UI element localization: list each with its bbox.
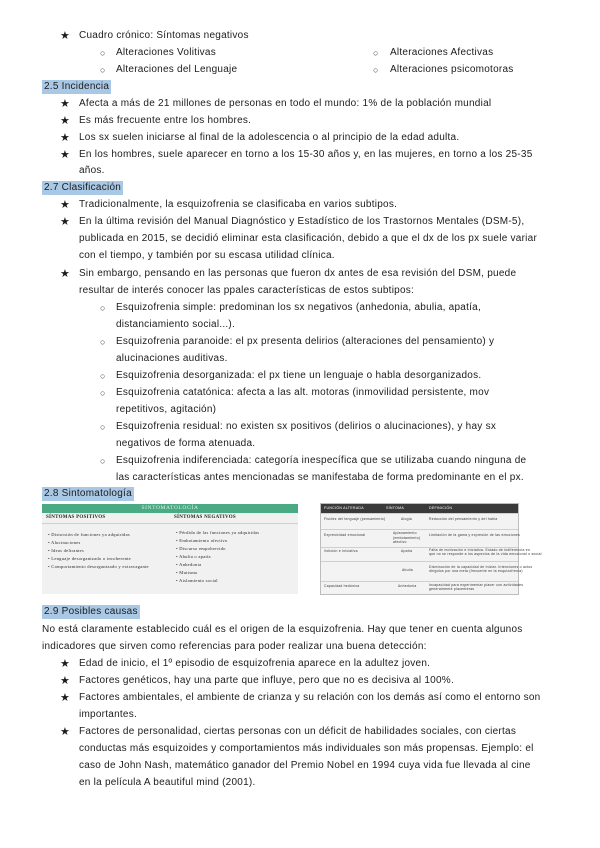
positive-symptoms-header: SÍNTOMAS POSITIVOS	[46, 515, 106, 520]
circle-bullet-icon: ○	[100, 48, 106, 58]
circle-bullet-icon: ○	[100, 456, 106, 466]
bullet-text: Cuadro crónico: Síntomas negativos	[79, 30, 249, 41]
negative-symptom-item: • Pérdida de las funciones ya adquiridas	[176, 530, 260, 535]
bullet-text: En los hombres, suele aparecer en torno a los 15-30 años y, en las mujeres, en torno a los 25-35	[79, 149, 533, 160]
table-header-cell: SÍNTOMA	[386, 506, 405, 510]
bullet-text: conductas más esquizoides y comportamientos más individuales son más propensas. Ejemplo: el	[79, 743, 534, 754]
sub-bullet-text: Alteraciones Volitivas	[116, 47, 216, 58]
sub-bullet-text: alucinaciones auditivas.	[116, 353, 228, 364]
table-header-row	[321, 504, 518, 513]
star-bullet-icon: ★	[59, 98, 71, 110]
sub-bullet-text: Esquizofrenia indiferenciada: categoría inespecífica que se utilizaba cuando ninguna de	[116, 455, 527, 466]
negative-symptom-item: • Embotamiento afectivo	[176, 538, 228, 543]
table-row: Expresividad emocional Aplanamiento (embotamiento) afectivo Limitación de la gama y expresión de las emociones	[321, 529, 518, 547]
bullet-text: Factores ambientales, el ambiente de crianza y su relación con los demás así como el entorno son	[79, 692, 541, 703]
sub-bullet-text: Esquizofrenia desorganizada: el px tiene un lenguaje o habla desorganizados.	[116, 370, 482, 381]
circle-bullet-icon: ○	[100, 337, 106, 347]
bullet-text: Edad de inicio, el 1º episodio de esquizofrenia aparece en la adultez joven.	[79, 658, 431, 669]
sub-bullet-text: Esquizofrenia paranoide: el px presenta delirios (alteraciones del pensamiento) y	[116, 336, 495, 347]
star-bullet-icon: ★	[59, 268, 71, 280]
sub-bullet-text: repetitivos, agitación)	[116, 404, 217, 415]
table-header-cell: DEFINICIÓN	[429, 506, 453, 510]
star-bullet-icon: ★	[59, 115, 71, 127]
sub-bullet-text: las características antes mencionadas se manifestaba de forma predominante en el px.	[116, 472, 524, 483]
bullet-text: con el tiempo, y también por su escasa utilidad clínica.	[79, 250, 335, 261]
bullet-text: Tradicionalmente, la esquizofrenia se clasificaba en varios subtipos.	[79, 199, 398, 210]
bullet-text: En la última revisión del Manual Diagnóstico y Estadístico de los Trastornos Mentales (DSM-5),	[79, 216, 525, 227]
circle-bullet-icon: ○	[100, 388, 106, 398]
section-heading: 2.7 Clasificación	[44, 182, 122, 193]
sub-bullet-text: distanciamiento social...).	[116, 319, 236, 330]
positive-symptom-item: • Ideas delirantes	[48, 548, 84, 553]
positive-symptom-item: • Alucinaciones	[48, 540, 81, 545]
symptoms-table-title: SINTOMATOLOGÍA	[42, 504, 298, 513]
bullet-text: Los sx suelen iniciarse al final de la adolescencia o al principio de la edad adulta.	[79, 132, 460, 143]
bullet-text: Factores genéticos, hay una parte que influye, pero que no es decisiva al 100%.	[79, 675, 454, 686]
star-bullet-icon: ★	[59, 149, 71, 161]
positive-symptom-item: • Lenguaje desorganizado o incoherente	[48, 556, 131, 561]
circle-bullet-icon: ○	[100, 303, 106, 313]
star-bullet-icon: ★	[59, 658, 71, 670]
paragraph-text: No está claramente establecido cuál es el origen de la esquizofrenia. Hay que tener en cuenta algunos	[42, 624, 523, 635]
circle-bullet-icon: ○	[100, 65, 106, 75]
bullet-text: en la película A beautiful mind (2001).	[79, 777, 256, 788]
star-bullet-icon: ★	[59, 132, 71, 144]
table-row: Abulia Disminución de la capacidad de iniciar. Intenciones o actos dirigidos por una meta (frecuente en la esquizofrenia)	[321, 561, 518, 581]
sub-bullet-text: Esquizofrenia catatónica: afecta a las alt. motoras (inmovilidad persistente, mov	[116, 387, 490, 398]
bullet-text: publicada en 2015, se decidió eliminar esta clasificación, debido a que el dx de los px suele variar	[79, 233, 538, 244]
circle-bullet-icon: ○	[373, 48, 379, 58]
sub-bullet-text: Alteraciones psicomotoras	[390, 64, 514, 75]
bullet-text: Afecta a más de 21 millones de personas en todo el mundo: 1% de la población mundial	[79, 98, 492, 109]
table-divider	[42, 523, 298, 524]
negative-symptom-item: • Discurso empobrecido	[176, 546, 226, 551]
bullet-text: años.	[79, 165, 105, 176]
sub-bullet-text: negativos de forma atenuada.	[116, 438, 256, 449]
circle-bullet-icon: ○	[100, 422, 106, 432]
circle-bullet-icon: ○	[100, 371, 106, 381]
circle-bullet-icon: ○	[373, 65, 379, 75]
negative-symptoms-table-image	[320, 503, 542, 595]
table-row: Volición e iniciativa Apatía Falta de motivación e iniciativa. Estado de indiferencia en que no se responde a los aspectos de la vida emocional o social	[321, 547, 518, 561]
negative-symptoms-header: SÍNTOMAS NEGATIVOS	[174, 515, 236, 520]
negative-symptom-item: • Anhedonia	[176, 562, 202, 567]
positive-symptom-item: • Comportamiento desorganizado y extravagante	[48, 564, 149, 569]
bullet-text: Factores de personalidad, ciertas personas con un déficit de habilidades sociales, con ciertas	[79, 726, 517, 737]
bullet-text: resultar de interés conocer las ppales características de estos subtipos:	[79, 285, 415, 296]
paragraph-text: indicadores que sirven como referencias para poder realizar una buena detección:	[42, 641, 427, 652]
bullet-text: Es más frecuente entre los hombres.	[79, 115, 252, 126]
symptoms-table-image	[42, 504, 298, 594]
bullet-text: importantes.	[79, 709, 138, 720]
bullet-text: caso de John Nash, matemático ganador del Premio Nobel en 1994 cuya vida fue llevada al cine	[79, 760, 531, 771]
star-bullet-icon: ★	[59, 199, 71, 211]
sub-bullet-text: Esquizofrenia residual: no existen sx positivos (delirios o alucinaciones), y hay sx	[116, 421, 497, 432]
star-bullet-icon: ★	[59, 30, 71, 42]
positive-symptom-item: • Distorsión de funciones ya adquiridas	[48, 532, 130, 537]
sub-bullet-text: Alteraciones Afectivas	[390, 47, 494, 58]
table-row: Capacidad hedónica Anhedonia Incapacidad para experimentar placer con actividades generalmente placenteras	[321, 581, 518, 595]
negative-symptom-item: • Mutismo	[176, 570, 198, 575]
sub-bullet-text: Esquizofrenia simple: predominan los sx negativos (anhedonia, abulia, apatía,	[116, 302, 482, 313]
table-header-cell: FUNCIÓN ALTERADA	[324, 506, 364, 510]
section-heading: 2.5 Incidencia	[44, 81, 110, 92]
star-bullet-icon: ★	[59, 692, 71, 704]
section-heading: 2.9 Posibles causas	[44, 606, 138, 617]
star-bullet-icon: ★	[59, 675, 71, 687]
negative-symptom-item: • Abulia o apatía	[176, 554, 211, 559]
star-bullet-icon: ★	[59, 216, 71, 228]
star-bullet-icon: ★	[59, 726, 71, 738]
section-heading: 2.8 Sintomatología	[44, 488, 132, 499]
sub-bullet-text: Alteraciones del Lenguaje	[116, 64, 238, 75]
bullet-text: Sin embargo, pensando en las personas que fueron dx antes de esa revisión del DSM, puede	[79, 268, 517, 279]
table-row: Fluidez del lenguaje (pensamiento) Alogia Reducción del pensamiento y del habla	[321, 513, 518, 529]
negative-symptom-item: • Aislamiento social	[176, 578, 218, 583]
